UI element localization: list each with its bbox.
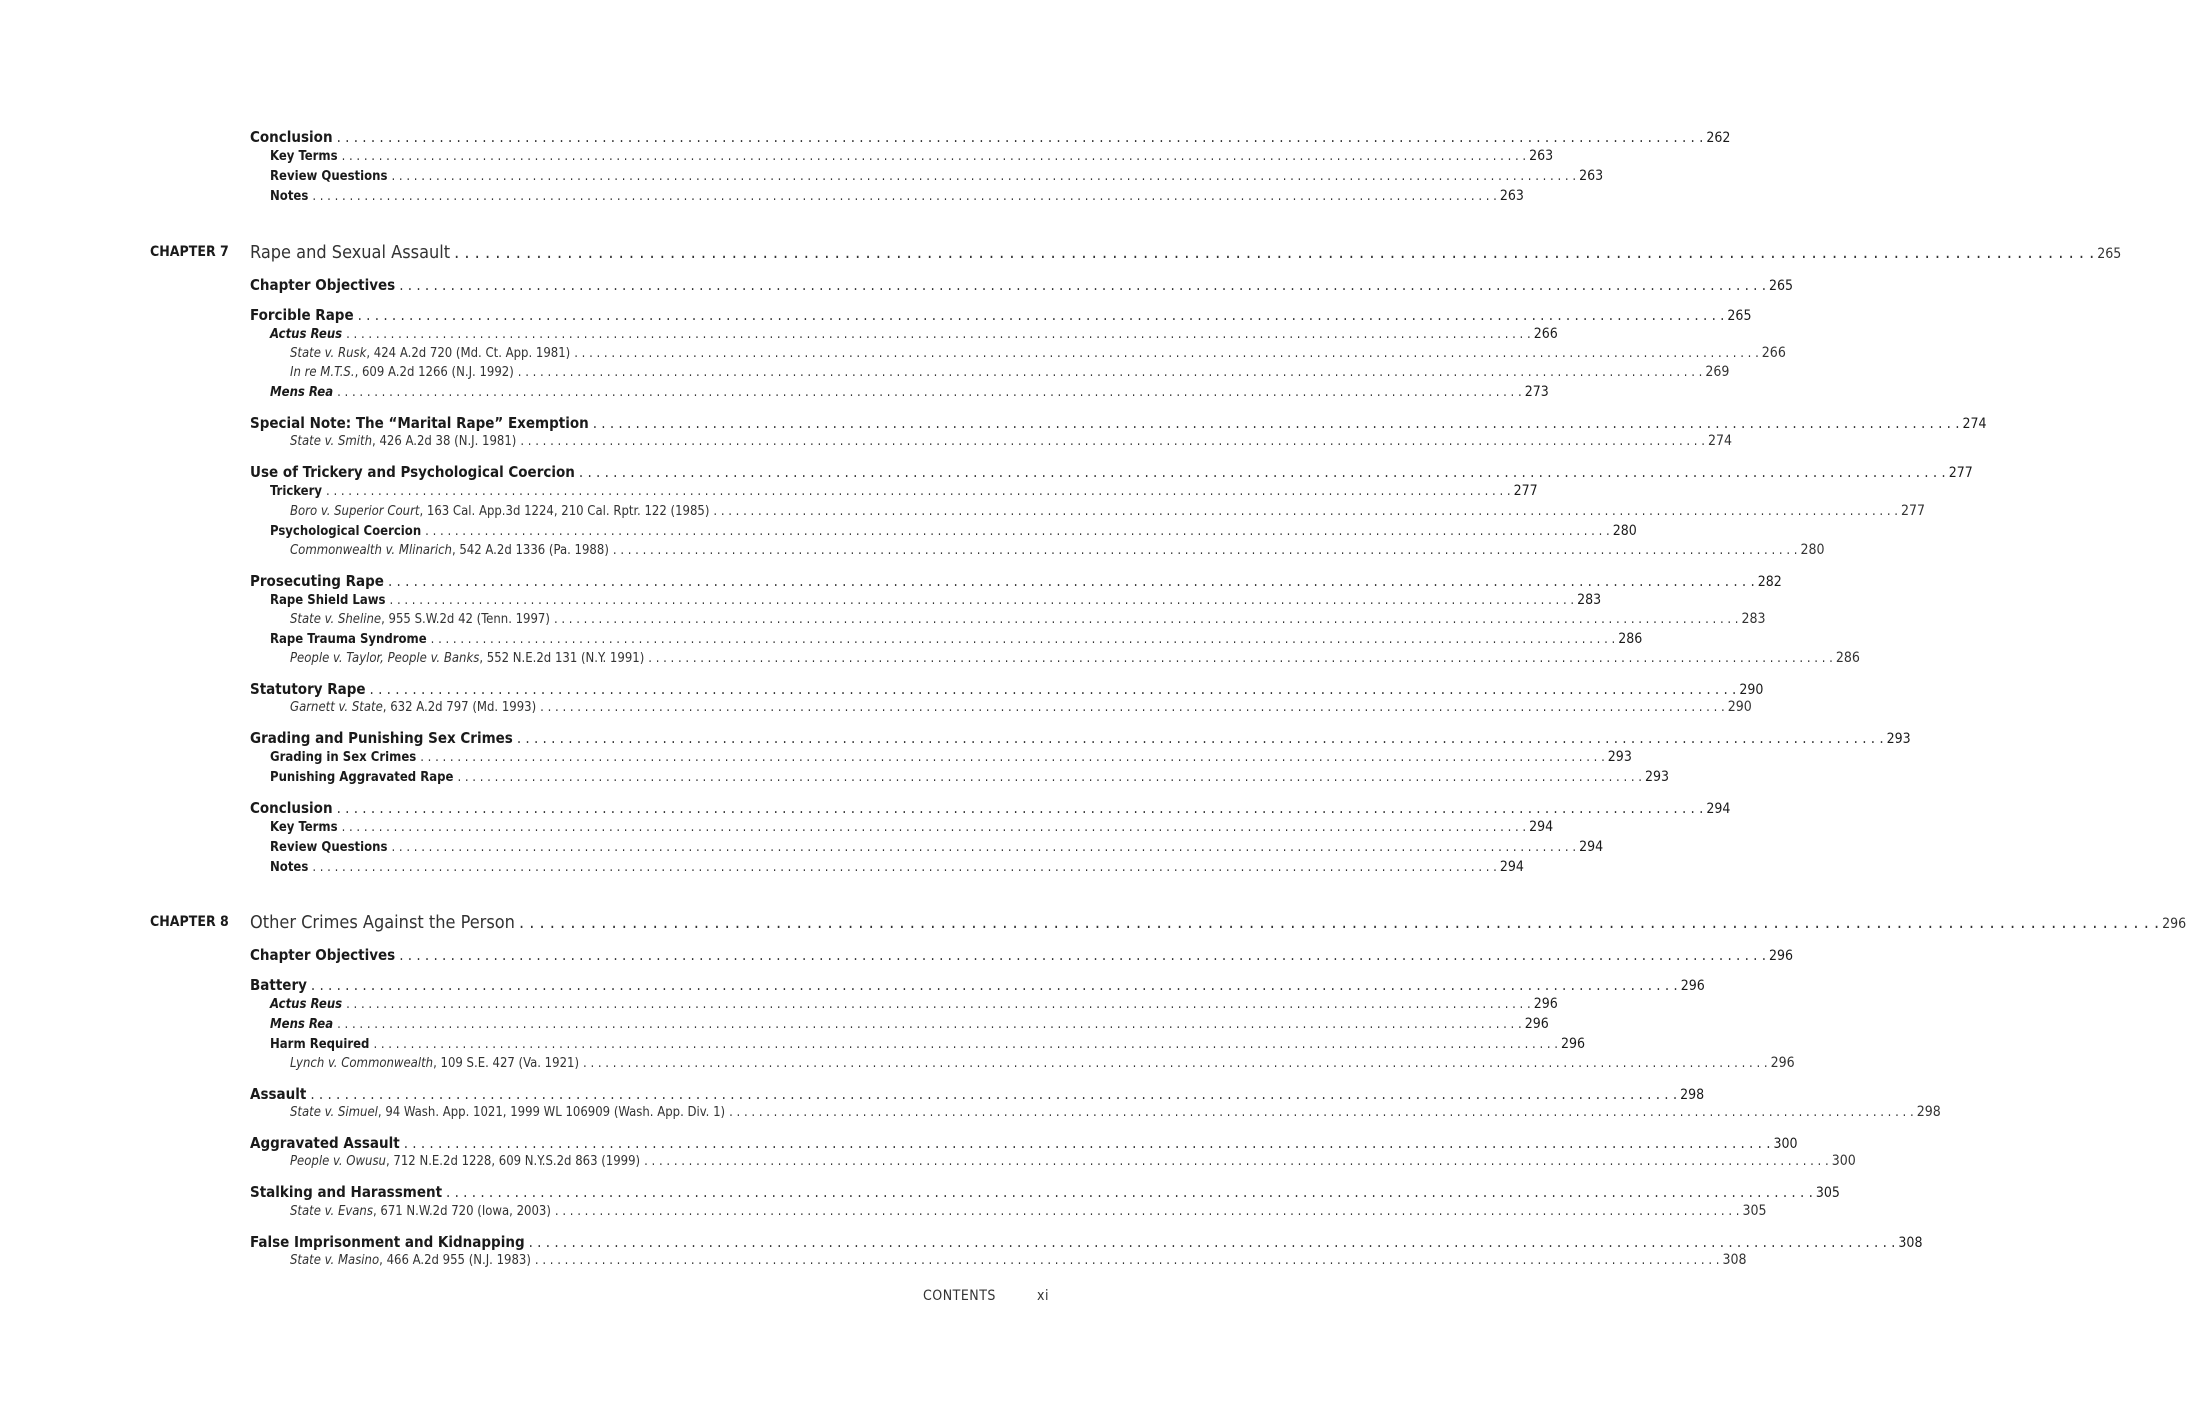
chapter-title-entry[interactable]: [250, 912, 2186, 933]
toc-entry[interactable]: [250, 1134, 1798, 1154]
entry-title: Actus Reus: [270, 327, 343, 342]
entry-title: False Imprisonment and Kidnapping: [250, 1233, 525, 1251]
toc-entry[interactable]: [270, 839, 1604, 859]
case-citation: [290, 365, 518, 380]
dot-leader: . . . . . . . . . . . . . . . . . . . . . . . . . . . . . . . . . . . . . . . . . . . . . . . . . . . . . . . . . . . . . . . . . . . . . . . . . . . . . . . . . . . . . . . . . . . . . . . . . . . . . . . . . . . . . . . . . . . . . . . . . . . . . . . . . . . . . . . . . . . . . . . . . . . . . . . . . . . . . . . .: [540, 700, 1725, 715]
page-ref: 296: [1561, 1036, 1586, 1052]
case-name: Garnett v. State: [290, 700, 383, 715]
page-ref: 296: [2162, 916, 2186, 932]
dot-leader: . . . . . . . . . . . . . . . . . . . . . . . . . . . . . . . . . . . . . . . . . . . . . . . . . . . . . . . . . . . . . . . . . . . . . . . . . . . . . . . . . . . . . . . . . . . . . . . . . . . . . . . . . . . . . . . . . . . . . . . . . . . . . . . . . . . . . . . . . . . . . . . . . . . . . . . . . . . . . . . .: [420, 750, 1605, 765]
toc-entry[interactable]: [270, 188, 1524, 208]
dot-leader: . . . . . . . . . . . . . . . . . . . . . . . . . . . . . . . . . . . . . . . . . . . . . . . . . . . . . . . . . . . . . . . . . . . . . . . . . . . . . . . . . . . . . . . . . . . . . . . . . . . . . . . . . . . . . . . . . . . . . . . . . . . . . . . . . . . . . . . . . . . . . . . . . . . . . . . . . . . . . . . .: [312, 189, 1497, 204]
page-ref: 263: [1529, 148, 1554, 164]
dot-leader: . . . . . . . . . . . . . . . . . . . . . . . . . . . . . . . . . . . . . . . . . . . . . . . . . . . . . . . . . . . . . . . . . . . . . . . . . . . . . . . . . . . . . . . . . . . . . . . . . . . . . . . . . . . . . . . . . . . . . . . . . . . . . . . . . . . . . . . . . . . . . . . . . . . . . . . . . . . . . . . .: [554, 1204, 1740, 1219]
dot-leader: . . . . . . . . . . . . . . . . . . . . . . . . . . . . . . . . . . . . . . . . . . . . . . . . . . . . . . . . . . . . . . . . . . . . . . . . . . . . . . . . . . . . . . . . . . . . . . . . . . . . . . . . . . . . . . . . . . . . . . . . . . . . . . . . . . . . . . . . . . . . . . . . . . . . . . . . . . . . . . . .: [326, 484, 1511, 499]
dot-leader: . . . . . . . . . . . . . . . . . . . . . . . . . . . . . . . . . . . . . . . . . . . . . . . . . . . . . . . . . . . . . . . . . . . . . . . . . . . . . . . . . . . . . . . . . . . . . . . . . . . . . . . . . . . . . . . . . . . . . . . . . . . . . . . . . . . . . . . . . . . . . . . . . . . . . . . . . . . . . . . .: [516, 729, 1884, 747]
case-citation-entry[interactable]: [290, 433, 1732, 453]
case-name: In re M.T.S.: [290, 365, 355, 380]
toc-entry[interactable]: [270, 769, 1670, 789]
toc-entry[interactable]: [250, 680, 1764, 700]
case-name: State v. Simuel: [290, 1105, 378, 1120]
entry-title: Punishing Aggravated Rape: [270, 770, 454, 785]
case-citation: [290, 434, 520, 449]
citation-details: , 542 A.2d 1336 (Pa. 1988): [451, 543, 609, 558]
case-citation-entry[interactable]: [290, 650, 1860, 670]
case-citation-entry[interactable]: [290, 699, 1752, 719]
dot-leader: . . . . . . . . . . . . . . . . . . . . . . . . . . . . . . . . . . . . . . . . . . . . . . . . . . . . . . . . . . . . . . . . . . . . . . . . . . . . . . . . . . . . . . . . . . . . . . . . . . . . . . . . . . . . . . . . . . . . . . . . . . . . . . . . . . . . . . . . . . . . . . . . . . . . . . . . . . . . . . . .: [578, 463, 1946, 481]
case-citation: [290, 612, 554, 627]
page-ref: 277: [1948, 465, 1973, 481]
page-ref: 286: [1618, 631, 1643, 647]
page-ref: 305: [1742, 1203, 1767, 1219]
case-citation: [290, 1105, 729, 1120]
case-name: State v. Masino: [290, 1253, 380, 1268]
entry-title: Conclusion: [250, 128, 333, 146]
page-ref: 266: [1761, 345, 1786, 361]
dot-leader: . . . . . . . . . . . . . . . . . . . . . . . . . . . . . . . . . . . . . . . . . . . . . . . . . . . . . . . . . . . . . . . . . . . . . . . . . . . . . . . . . . . . . . . . . . . . . . . . . . . . . . . . . . . . . . . . . . . . . . . . . . . . . . . . . . . . . . . . . . . . . . . . . . . . . . . . . . . . . . . .: [387, 572, 1755, 590]
toc-entry[interactable]: [250, 276, 1794, 296]
case-citation: [290, 1204, 555, 1219]
case-citation: [290, 1253, 535, 1268]
page-ref: 262: [1706, 130, 1731, 146]
entry-title: Assault: [250, 1085, 307, 1103]
toc-entry[interactable]: [250, 946, 1794, 966]
dot-leader: . . . . . . . . . . . . . . . . . . . . . . . . . . . . . . . . . . . . . . . . . . . . . . . . . . . . . . . . . . . . . . . . . . . . . . . . . . . . . . . . . . . . . . . . . . . . . . . . . . . . . . . . . . . . . . . . . . . . . . . . . . . . . . . . . . . . . . . . . . . . . . . . . . . . . . . . . . . . . . . .: [454, 242, 2095, 263]
entry-title: Rape and Sexual Assault: [250, 242, 451, 263]
page-ref: 277: [1513, 483, 1538, 499]
dot-leader: . . . . . . . . . . . . . . . . . . . . . . . . . . . . . . . . . . . . . . . . . . . . . . . . . . . . . . . . . . . . . . . . . . . . . . . . . . . . . . . . . . . . . . . . . . . . . . . . . . . . . . . . . . . . . . . . . . . . . . . . . . . . . . . . . . . . . . . . . . . . . . . . . . . . . . . . . . . . . . . .: [341, 820, 1527, 835]
dot-leader: . . . . . . . . . . . . . . . . . . . . . . . . . . . . . . . . . . . . . . . . . . . . . . . . . . . . . . . . . . . . . . . . . . . . . . . . . . . . . . . . . . . . . . . . . . . . . . . . . . . . . . . . . . . . . . . . . . . . . . . . . . . . . . . . . . . . . . . . . . . . . . . . . . . . . . . . . . . . . . . .: [528, 1233, 1896, 1251]
dot-leader: . . . . . . . . . . . . . . . . . . . . . . . . . . . . . . . . . . . . . . . . . . . . . . . . . . . . . . . . . . . . . . . . . . . . . . . . . . . . . . . . . . . . . . . . . . . . . . . . . . . . . . . . . . . . . . . . . . . . . . . . . . . . . . . . . . . . . . . . . . . . . . . . . . . . . . . . . . . . . . . .: [553, 612, 1739, 627]
page-ref: 305: [1815, 1185, 1840, 1201]
page-number: xi: [1037, 1288, 1049, 1304]
case-name: Commonwealth v. Mlinarich: [290, 543, 452, 558]
toc-entry[interactable]: [250, 976, 1705, 996]
dot-leader: . . . . . . . . . . . . . . . . . . . . . . . . . . . . . . . . . . . . . . . . . . . . . . . . . . . . . . . . . . . . . . . . . . . . . . . . . . . . . . . . . . . . . . . . . . . . . . . . . . . . . . . . . . . . . . . . . . . . . . . . . . . . . . . . . . . . . . . . . . . . . . . . . . . . . . . . . . . . . . . .: [346, 997, 1531, 1012]
dot-leader: . . . . . . . . . . . . . . . . . . . . . . . . . . . . . . . . . . . . . . . . . . . . . . . . . . . . . . . . . . . . . . . . . . . . . . . . . . . . . . . . . . . . . . . . . . . . . . . . . . . . . . . . . . . . . . . . . . . . . . . . . . . . . . . . . . . . . . . . . . . . . . . . . . . . . . . . . . . . . . . .: [729, 1105, 1914, 1120]
page-ref: 298: [1916, 1104, 1941, 1120]
citation-details: , 94 Wash. App. 1021, 1999 WL 106909 (Wash. App. Div. 1): [377, 1105, 726, 1120]
page-ref: 300: [1831, 1153, 1856, 1169]
case-name: People v. Owusu: [290, 1154, 386, 1169]
dot-leader: . . . . . . . . . . . . . . . . . . . . . . . . . . . . . . . . . . . . . . . . . . . . . . . . . . . . . . . . . . . . . . . . . . . . . . . . . . . . . . . . . . . . . . . . . . . . . . . . . . . . . . . . . . . . . . . . . . . . . . . . . . . . . . . . . . . . . . . . . . . . . . . . . . . . . . . . . . . . . . . .: [518, 912, 2160, 933]
case-citation: [290, 543, 613, 558]
dot-leader: . . . . . . . . . . . . . . . . . . . . . . . . . . . . . . . . . . . . . . . . . . . . . . . . . . . . . . . . . . . . . . . . . . . . . . . . . . . . . . . . . . . . . . . . . . . . . . . . . . . . . . . . . . . . . . . . . . . . . . . . . . . . . . . . . . . . . . . . . . . . . . . . . . . . . . . . . . . . . . . .: [644, 1154, 1829, 1169]
case-citation-entry[interactable]: [290, 1104, 1941, 1124]
chapter-label: CHAPTER 8: [150, 914, 229, 930]
citation-details: , 552 N.E.2d 131 (N.Y. 1991): [479, 651, 645, 666]
running-footer-section: CONTENTS: [923, 1288, 996, 1304]
dot-leader: . . . . . . . . . . . . . . . . . . . . . . . . . . . . . . . . . . . . . . . . . . . . . . . . . . . . . . . . . . . . . . . . . . . . . . . . . . . . . . . . . . . . . . . . . . . . . . . . . . . . . . . . . . . . . . . . . . . . . . . . . . . . . . . . . . . . . . . . . . . . . . . . . . . . . . . . . . . . . . . .: [389, 593, 1575, 608]
chapter-title-entry[interactable]: [250, 242, 2122, 263]
entry-title: Actus Reus: [270, 997, 343, 1012]
citation-details: , 109 S.E. 427 (Va. 1921): [433, 1056, 580, 1071]
entry-title: Key Terms: [270, 149, 338, 164]
citation-details: , 671 N.W.2d 720 (Iowa, 2003): [372, 1204, 551, 1219]
case-name: State v. Evans: [290, 1204, 373, 1219]
dot-leader: . . . . . . . . . . . . . . . . . . . . . . . . . . . . . . . . . . . . . . . . . . . . . . . . . . . . . . . . . . . . . . . . . . . . . . . . . . . . . . . . . . . . . . . . . . . . . . . . . . . . . . . . . . . . . . . . . . . . . . . . . . . . . . . . . . . . . . . . . . . . . . . . . . . . . . . . . . . . . . . .: [312, 860, 1497, 875]
case-name: State v. Smith: [290, 434, 373, 449]
page-ref: 293: [1886, 731, 1911, 747]
page-ref: 308: [1898, 1235, 1923, 1251]
page-ref: 280: [1800, 542, 1825, 558]
entry-title: Notes: [270, 189, 309, 204]
dot-leader: . . . . . . . . . . . . . . . . . . . . . . . . . . . . . . . . . . . . . . . . . . . . . . . . . . . . . . . . . . . . . . . . . . . . . . . . . . . . . . . . . . . . . . . . . . . . . . . . . . . . . . . . . . . . . . . . . . . . . . . . . . . . . . . . . . . . . . . . . . . . . . . . . . . . . . . . . . . . . . . .: [310, 1085, 1678, 1103]
case-name: Boro v. Superior Court: [290, 504, 420, 519]
dot-leader: . . . . . . . . . . . . . . . . . . . . . . . . . . . . . . . . . . . . . . . . . . . . . . . . . . . . . . . . . . . . . . . . . . . . . . . . . . . . . . . . . . . . . . . . . . . . . . . . . . . . . . . . . . . . . . . . . . . . . . . . . . . . . . . . . . . . . . . . . . . . . . . . . . . . . . . . . . . . . . . .: [403, 1134, 1771, 1152]
entry-title: Special Note: The “Marital Rape” Exemption: [250, 414, 589, 432]
toc-entry[interactable]: [270, 592, 1602, 612]
entry-title: Mens Rea: [270, 1017, 334, 1032]
page-ref: 293: [1607, 749, 1632, 765]
toc-entry[interactable]: [270, 326, 1558, 346]
page-ref: 308: [1722, 1252, 1747, 1268]
case-citation: [290, 346, 574, 361]
dot-leader: . . . . . . . . . . . . . . . . . . . . . . . . . . . . . . . . . . . . . . . . . . . . . . . . . . . . . . . . . . . . . . . . . . . . . . . . . . . . . . . . . . . . . . . . . . . . . . . . . . . . . . . . . . . . . . . . . . . . . . . . . . . . . . . . . . . . . . . . . . . . . . . . . . . . . . . . . . . . . . . .: [457, 770, 1643, 785]
entry-title: Harm Required: [270, 1037, 370, 1052]
page-ref: 265: [1727, 308, 1752, 324]
page-ref: 265: [2097, 246, 2122, 262]
citation-details: , 426 A.2d 38 (N.J. 1981): [372, 434, 517, 449]
case-citation-entry[interactable]: [290, 1252, 1747, 1272]
dot-leader: . . . . . . . . . . . . . . . . . . . . . . . . . . . . . . . . . . . . . . . . . . . . . . . . . . . . . . . . . . . . . . . . . . . . . . . . . . . . . . . . . . . . . . . . . . . . . . . . . . . . . . . . . . . . . . . . . . . . . . . . . . . . . . . . . . . . . . . . . . . . . . . . . . . . . . . . . . . . . . . .: [399, 946, 1767, 964]
page-ref: 298: [1680, 1087, 1705, 1103]
citation-details: , 163 Cal. App.3d 1224, 210 Cal. Rptr. 122 (1985): [419, 504, 710, 519]
citation-details: , 955 S.W.2d 42 (Tenn. 1997): [381, 612, 550, 627]
page-ref: 294: [1579, 839, 1604, 855]
toc-entry[interactable]: [270, 631, 1643, 651]
page-ref: 283: [1577, 592, 1602, 608]
dot-leader: . . . . . . . . . . . . . . . . . . . . . . . . . . . . . . . . . . . . . . . . . . . . . . . . . . . . . . . . . . . . . . . . . . . . . . . . . . . . . . . . . . . . . . . . . . . . . . . . . . . . . . . . . . . . . . . . . . . . . . . . . . . . . . . . . . . . . . . . . . . . . . . . . . . . . . . . . . . . . . . .: [520, 434, 1705, 449]
toc-entry[interactable]: [270, 523, 1637, 543]
dot-leader: . . . . . . . . . . . . . . . . . . . . . . . . . . . . . . . . . . . . . . . . . . . . . . . . . . . . . . . . . . . . . . . . . . . . . . . . . . . . . . . . . . . . . . . . . . . . . . . . . . . . . . . . . . . . . . . . . . . . . . . . . . . . . . . . . . . . . . . . . . . . . . . . . . . . . . . . . . . . . . . .: [583, 1056, 1768, 1071]
entry-title: Statutory Rape: [250, 680, 366, 698]
citation-details: , 609 A.2d 1266 (N.J. 1992): [354, 365, 514, 380]
page-ref: 290: [1727, 699, 1752, 715]
case-name: People v. Taylor, People v. Banks: [290, 651, 480, 666]
case-citation-entry[interactable]: [290, 503, 1926, 523]
case-citation-entry[interactable]: [290, 611, 1766, 631]
page-ref: 265: [1769, 278, 1794, 294]
entry-title: Rape Shield Laws: [270, 593, 386, 608]
page-ref: 280: [1612, 523, 1637, 539]
page-ref: 300: [1773, 1136, 1798, 1152]
case-citation-entry[interactable]: [290, 345, 1786, 365]
page-ref: 263: [1579, 168, 1604, 184]
case-citation: [290, 1154, 644, 1169]
toc-entry[interactable]: [270, 859, 1524, 879]
dot-leader: . . . . . . . . . . . . . . . . . . . . . . . . . . . . . . . . . . . . . . . . . . . . . . . . . . . . . . . . . . . . . . . . . . . . . . . . . . . . . . . . . . . . . . . . . . . . . . . . . . . . . . . . . . . . . . . . . . . . . . . . . . . . . . . . . . . . . . . . . . . . . . . . . . . . . . . . . . . . . . . .: [612, 543, 1798, 558]
case-citation: [290, 504, 713, 519]
entry-title: Battery: [250, 976, 307, 994]
entry-title: Other Crimes Against the Person: [250, 912, 515, 933]
page-ref: 294: [1706, 801, 1731, 817]
dot-leader: . . . . . . . . . . . . . . . . . . . . . . . . . . . . . . . . . . . . . . . . . . . . . . . . . . . . . . . . . . . . . . . . . . . . . . . . . . . . . . . . . . . . . . . . . . . . . . . . . . . . . . . . . . . . . . . . . . . . . . . . . . . . . . . . . . . . . . . . . . . . . . . . . . . . . . . . . . . . . . . .: [346, 327, 1531, 342]
toc-entry[interactable]: [250, 729, 1911, 749]
case-name: Lynch v. Commonwealth: [290, 1056, 434, 1071]
dot-leader: . . . . . . . . . . . . . . . . . . . . . . . . . . . . . . . . . . . . . . . . . . . . . . . . . . . . . . . . . . . . . . . . . . . . . . . . . . . . . . . . . . . . . . . . . . . . . . . . . . . . . . . . . . . . . . . . . . . . . . . . . . . . . . . . . . . . . . . . . . . . . . . . . . . . . . . . . . . . . . . .: [341, 149, 1527, 164]
dot-leader: . . . . . . . . . . . . . . . . . . . . . . . . . . . . . . . . . . . . . . . . . . . . . . . . . . . . . . . . . . . . . . . . . . . . . . . . . . . . . . . . . . . . . . . . . . . . . . . . . . . . . . . . . . . . . . . . . . . . . . . . . . . . . . . . . . . . . . . . . . . . . . . . . . . . . . . . . . . . . . . .: [648, 651, 1833, 666]
dot-leader: . . . . . . . . . . . . . . . . . . . . . . . . . . . . . . . . . . . . . . . . . . . . . . . . . . . . . . . . . . . . . . . . . . . . . . . . . . . . . . . . . . . . . . . . . . . . . . . . . . . . . . . . . . . . . . . . . . . . . . . . . . . . . . . . . . . . . . . . . . . . . . . . . . . . . . . . . . . . . . . .: [425, 524, 1610, 539]
dot-leader: . . . . . . . . . . . . . . . . . . . . . . . . . . . . . . . . . . . . . . . . . . . . . . . . . . . . . . . . . . . . . . . . . . . . . . . . . . . . . . . . . . . . . . . . . . . . . . . . . . . . . . . . . . . . . . . . . . . . . . . . . . . . . . . . . . . . . . . . . . . . . . . . . . . . . . . . . . . . . . . .: [373, 1037, 1559, 1052]
page-ref: 282: [1757, 574, 1782, 590]
dot-leader: . . . . . . . . . . . . . . . . . . . . . . . . . . . . . . . . . . . . . . . . . . . . . . . . . . . . . . . . . . . . . . . . . . . . . . . . . . . . . . . . . . . . . . . . . . . . . . . . . . . . . . . . . . . . . . . . . . . . . . . . . . . . . . . . . . . . . . . . . . . . . . . . . . . . . . . . . . . . . . . .: [337, 1017, 1522, 1032]
entry-title: Review Questions: [270, 840, 388, 855]
page-ref: 266: [1533, 326, 1558, 342]
case-citation-entry[interactable]: [290, 542, 1825, 562]
toc-entry[interactable]: [270, 1016, 1549, 1036]
toc-entry[interactable]: [250, 799, 1731, 819]
page-ref: 296: [1770, 1055, 1795, 1071]
dot-leader: . . . . . . . . . . . . . . . . . . . . . . . . . . . . . . . . . . . . . . . . . . . . . . . . . . . . . . . . . . . . . . . . . . . . . . . . . . . . . . . . . . . . . . . . . . . . . . . . . . . . . . . . . . . . . . . . . . . . . . . . . . . . . . . . . . . . . . . . . . . . . . . . . . . . . . . . . . . . . . . .: [357, 306, 1725, 324]
entry-title: Rape Trauma Syndrome: [270, 632, 427, 647]
chapter-label: CHAPTER 7: [150, 244, 229, 260]
entry-title: Psychological Coercion: [270, 524, 422, 539]
entry-title: Aggravated Assault: [250, 1134, 400, 1152]
entry-title: Notes: [270, 860, 309, 875]
toc-entry[interactable]: [270, 1036, 1586, 1056]
toc-entry[interactable]: [250, 1183, 1840, 1203]
case-citation: [290, 1056, 583, 1071]
toc-entry[interactable]: [250, 1085, 1705, 1105]
dot-leader: . . . . . . . . . . . . . . . . . . . . . . . . . . . . . . . . . . . . . . . . . . . . . . . . . . . . . . . . . . . . . . . . . . . . . . . . . . . . . . . . . . . . . . . . . . . . . . . . . . . . . . . . . . . . . . . . . . . . . . . . . . . . . . . . . . . . . . . . . . . . . . . . . . . . . . . . . . . . . . . .: [336, 128, 1704, 146]
toc-entry[interactable]: [270, 148, 1554, 168]
entry-title: Use of Trickery and Psychological Coercion: [250, 463, 575, 481]
entry-title: Stalking and Harassment: [250, 1183, 443, 1201]
dot-leader: . . . . . . . . . . . . . . . . . . . . . . . . . . . . . . . . . . . . . . . . . . . . . . . . . . . . . . . . . . . . . . . . . . . . . . . . . . . . . . . . . . . . . . . . . . . . . . . . . . . . . . . . . . . . . . . . . . . . . . . . . . . . . . . . . . . . . . . . . . . . . . . . . . . . . . . . . . . . . . . .: [391, 169, 1577, 184]
entry-title: Chapter Objectives: [250, 946, 396, 964]
citation-details: , 466 A.2d 955 (N.J. 1983): [379, 1253, 531, 1268]
page-ref: 273: [1524, 384, 1549, 400]
citation-details: , 632 A.2d 797 (Md. 1993): [382, 700, 537, 715]
page-ref: 277: [1900, 503, 1926, 519]
entry-title: Grading in Sex Crimes: [270, 750, 417, 765]
page-ref: 296: [1769, 948, 1794, 964]
toc-entry[interactable]: [250, 414, 1987, 434]
toc-entry[interactable]: [250, 1233, 1923, 1253]
page-ref: 286: [1835, 650, 1860, 666]
page-ref: 294: [1529, 819, 1554, 835]
entry-title: Review Questions: [270, 169, 388, 184]
entry-title: Grading and Punishing Sex Crimes: [250, 729, 513, 747]
toc-entry[interactable]: [270, 996, 1558, 1016]
case-citation: [290, 700, 540, 715]
case-name: State v. Rusk: [290, 346, 367, 361]
page-ref: 290: [1739, 682, 1764, 698]
toc-entry[interactable]: [270, 168, 1604, 188]
dot-leader: . . . . . . . . . . . . . . . . . . . . . . . . . . . . . . . . . . . . . . . . . . . . . . . . . . . . . . . . . . . . . . . . . . . . . . . . . . . . . . . . . . . . . . . . . . . . . . . . . . . . . . . . . . . . . . . . . . . . . . . . . . . . . . . . . . . . . . . . . . . . . . . . . . . . . . . . . . . . . . . .: [517, 365, 1703, 380]
toc-entry[interactable]: [250, 306, 1752, 326]
page-ref: 283: [1741, 611, 1766, 627]
toc-entry[interactable]: [250, 128, 1731, 148]
dot-leader: . . . . . . . . . . . . . . . . . . . . . . . . . . . . . . . . . . . . . . . . . . . . . . . . . . . . . . . . . . . . . . . . . . . . . . . . . . . . . . . . . . . . . . . . . . . . . . . . . . . . . . . . . . . . . . . . . . . . . . . . . . . . . . . . . . . . . . . . . . . . . . . . . . . . . . . . . . . . . . . .: [391, 840, 1577, 855]
toc-entry[interactable]: [270, 819, 1554, 839]
entry-title: Prosecuting Rape: [250, 572, 384, 590]
dot-leader: . . . . . . . . . . . . . . . . . . . . . . . . . . . . . . . . . . . . . . . . . . . . . . . . . . . . . . . . . . . . . . . . . . . . . . . . . . . . . . . . . . . . . . . . . . . . . . . . . . . . . . . . . . . . . . . . . . . . . . . . . . . . . . . . . . . . . . . . . . . . . . . . . . . . . . . . . . . . . . . .: [337, 385, 1522, 400]
case-name: State v. Sheline: [290, 612, 382, 627]
dot-leader: . . . . . . . . . . . . . . . . . . . . . . . . . . . . . . . . . . . . . . . . . . . . . . . . . . . . . . . . . . . . . . . . . . . . . . . . . . . . . . . . . . . . . . . . . . . . . . . . . . . . . . . . . . . . . . . . . . . . . . . . . . . . . . . . . . . . . . . . . . . . . . . . . . . . . . . . . . . . . . . .: [574, 346, 1759, 361]
citation-details: , 712 N.E.2d 1228, 609 N.Y.S.2d 863 (1999): [385, 1154, 641, 1169]
dot-leader: . . . . . . . . . . . . . . . . . . . . . . . . . . . . . . . . . . . . . . . . . . . . . . . . . . . . . . . . . . . . . . . . . . . . . . . . . . . . . . . . . . . . . . . . . . . . . . . . . . . . . . . . . . . . . . . . . . . . . . . . . . . . . . . . . . . . . . . . . . . . . . . . . . . . . . . . . . . . . . . .: [446, 1183, 1813, 1201]
dot-leader: . . . . . . . . . . . . . . . . . . . . . . . . . . . . . . . . . . . . . . . . . . . . . . . . . . . . . . . . . . . . . . . . . . . . . . . . . . . . . . . . . . . . . . . . . . . . . . . . . . . . . . . . . . . . . . . . . . . . . . . . . . . . . . . . . . . . . . . . . . . . . . . . . . . . . . . . . . . . . . . .: [713, 504, 1898, 519]
citation-details: , 424 A.2d 720 (Md. Ct. App. 1981): [366, 346, 571, 361]
entry-title: Forcible Rape: [250, 306, 354, 324]
case-citation-entry[interactable]: [290, 364, 1730, 384]
page-ref: 269: [1705, 364, 1730, 380]
page-ref: 296: [1524, 1016, 1549, 1032]
dot-leader: . . . . . . . . . . . . . . . . . . . . . . . . . . . . . . . . . . . . . . . . . . . . . . . . . . . . . . . . . . . . . . . . . . . . . . . . . . . . . . . . . . . . . . . . . . . . . . . . . . . . . . . . . . . . . . . . . . . . . . . . . . . . . . . . . . . . . . . . . . . . . . . . . . . . . . . . . . . . . . . .: [592, 414, 1960, 432]
page-ref: 296: [1533, 996, 1558, 1012]
entry-title: Key Terms: [270, 820, 338, 835]
toc-entry[interactable]: [270, 483, 1538, 503]
dot-leader: . . . . . . . . . . . . . . . . . . . . . . . . . . . . . . . . . . . . . . . . . . . . . . . . . . . . . . . . . . . . . . . . . . . . . . . . . . . . . . . . . . . . . . . . . . . . . . . . . . . . . . . . . . . . . . . . . . . . . . . . . . . . . . . . . . . . . . . . . . . . . . . . . . . . . . . . . . . . . . . .: [399, 276, 1767, 294]
toc-entry[interactable]: [270, 749, 1632, 769]
page-ref: 296: [1680, 978, 1705, 994]
toc-entry[interactable]: [250, 572, 1782, 592]
entry-title: Trickery: [270, 484, 323, 499]
page-ref: 274: [1962, 416, 1987, 432]
entry-title: Mens Rea: [270, 385, 334, 400]
case-citation-entry[interactable]: [290, 1203, 1767, 1223]
entry-title: Conclusion: [250, 799, 333, 817]
toc-entry[interactable]: [270, 384, 1549, 404]
page-ref: 274: [1707, 433, 1732, 449]
page-ref: 263: [1499, 188, 1524, 204]
dot-leader: . . . . . . . . . . . . . . . . . . . . . . . . . . . . . . . . . . . . . . . . . . . . . . . . . . . . . . . . . . . . . . . . . . . . . . . . . . . . . . . . . . . . . . . . . . . . . . . . . . . . . . . . . . . . . . . . . . . . . . . . . . . . . . . . . . . . . . . . . . . . . . . . . . . . . . . . . . . . . . . .: [310, 976, 1678, 994]
page-ref: 294: [1499, 859, 1524, 875]
dot-leader: . . . . . . . . . . . . . . . . . . . . . . . . . . . . . . . . . . . . . . . . . . . . . . . . . . . . . . . . . . . . . . . . . . . . . . . . . . . . . . . . . . . . . . . . . . . . . . . . . . . . . . . . . . . . . . . . . . . . . . . . . . . . . . . . . . . . . . . . . . . . . . . . . . . . . . . . . . . . . . . .: [534, 1253, 1720, 1268]
page-ref: 293: [1645, 769, 1670, 785]
dot-leader: . . . . . . . . . . . . . . . . . . . . . . . . . . . . . . . . . . . . . . . . . . . . . . . . . . . . . . . . . . . . . . . . . . . . . . . . . . . . . . . . . . . . . . . . . . . . . . . . . . . . . . . . . . . . . . . . . . . . . . . . . . . . . . . . . . . . . . . . . . . . . . . . . . . . . . . . . . . . . . . .: [430, 632, 1616, 647]
dot-leader: . . . . . . . . . . . . . . . . . . . . . . . . . . . . . . . . . . . . . . . . . . . . . . . . . . . . . . . . . . . . . . . . . . . . . . . . . . . . . . . . . . . . . . . . . . . . . . . . . . . . . . . . . . . . . . . . . . . . . . . . . . . . . . . . . . . . . . . . . . . . . . . . . . . . . . . . . . . . . . . .: [336, 799, 1704, 817]
toc-entry[interactable]: [250, 463, 1973, 483]
case-citation: [290, 651, 648, 666]
case-citation-entry[interactable]: [290, 1055, 1795, 1075]
entry-title: Chapter Objectives: [250, 276, 396, 294]
dot-leader: . . . . . . . . . . . . . . . . . . . . . . . . . . . . . . . . . . . . . . . . . . . . . . . . . . . . . . . . . . . . . . . . . . . . . . . . . . . . . . . . . . . . . . . . . . . . . . . . . . . . . . . . . . . . . . . . . . . . . . . . . . . . . . . . . . . . . . . . . . . . . . . . . . . . . . . . . . . . . . . .: [369, 680, 1737, 698]
case-citation-entry[interactable]: [290, 1153, 1856, 1173]
